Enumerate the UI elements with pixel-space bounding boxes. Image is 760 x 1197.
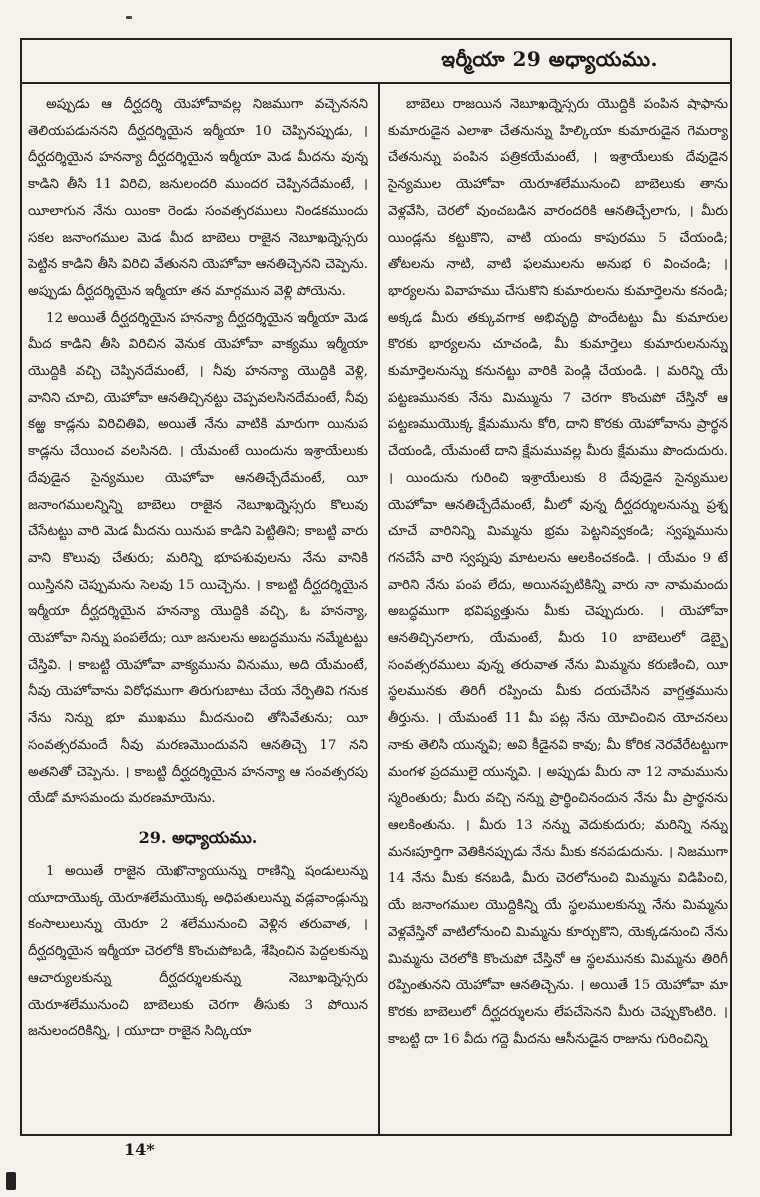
print-speck: [126, 16, 132, 19]
right-column: [388, 92, 728, 1128]
left-column: [28, 92, 368, 1128]
paragraph: 12 అయితే దీర్ఘదర్శియైన హనన్యా దీర్ఘదర్శియైన ఇర్మీయా మెడ మీద కాడిని తీసి విరిచిన వెనుక యెహోవా వాక్యము ఇర్మీయా యొద్దికి వచ్చి చెప్పినదేమంటే, । నీవు హనన్యా యొద్దికి వెళ్లి, వానిని చూచి, యెహోవా ఆనతిచ్చినట్టు చెప్పవలసినదేమంటే, నీవు కఱ్ఱ కాడ్లను విరిచితివి, అయితే నేను వాటికి మారుగా యినుప కాడ్లను చేయించ వలసినది. । యేమంటే యిందును ఇశ్రాయేలుకు దేవుడైన సైన్యముల యెహోవా ఆనతిచ్చేదేమంటే, యీ జనాంగములన్నిన్ని బాబెలు రాజైన నెబూఖద్నెస్సరు కొలువు చేసేటట్టు వారి మెడ మీదను యినుప కాడిని పెట్టితిని; కాబట్టి వారు వాని కొలువు చేతురు; మరిన్ని భూపశువులను నేను వానికి యిస్తినని చెప్పుమను సెలవు 15 యిచ్చెను. । కాబట్టి దీర్ఘదర్శియైన ఇర్మీయా దీర్ఘదర్శియైన హనన్యా యొద్దికి వచ్చి, ఓ హనన్యా, యెహోవా నిన్ను పంపలేదు; యీ జనులను అబద్ధమును నమ్మేటట్టు చేస్తివి. । కాబట్టి యెహోవా వాక్యమును వినుము, అది యేమంటే, నీవు యెహోవాను విరోధముగా తిరుగుబాటు చేయ నేర్పితివి గనుక నేను నిన్ను భూ ముఖము మీదనుంచి తోసివేతును; యీ సంవత్సరమందే నీవు మరణమొందువని ఆనతిచ్చె 17 నని అతనితో చెప్పెను. । కాబట్టి దీర్ఘదర్శియైన హనన్యా ఆ సంవత్సరపు యేడో మాసమందు మరణమాయెను.: [28, 310, 368, 807]
chapter-heading: 29. అధ్యాయము.: [138, 827, 258, 847]
corner-ink-mark: [6, 1172, 16, 1190]
signature-mark: 14*: [124, 1140, 155, 1159]
column-divider: [378, 84, 380, 1134]
page-frame: [20, 38, 732, 1136]
paragraph: అప్పుడు ఆ దీర్ఘదర్శి యెహోవావల్ల నిజముగా వచ్చెననని తెలియపడుననని దీర్ఘదర్శియైన ఇర్మీయా 10 చెప్పినప్పుడు, । దీర్ఘదర్శియైన హనన్యా దీర్ఘదర్శియైన ఇర్మీయా మెడ మీదను వున్న కాడిని తీసి 11 విరిచి, జనులందరి ముందర చెప్పినదేమంటే, । యీలాగున నేను యింకా రెండు సంవత్సరములు నిండకముందు సకల జనాంగముల మెడ మీద బాబెలు రాజైన నెబూఖద్నెస్సరు పెట్టిన కాడిని తీసి విరిచి వేతునని యెహోవా ఆనతిచ్చెనని చెప్పెను. అప్పుడు దీర్ఘదర్శియైన ఇర్మీయా తన మార్గమున వెళ్లి పోయెను.: [28, 97, 368, 299]
page-title: ఇర్మీయా 29 అధ్యాయము.: [441, 46, 658, 71]
paragraph: 1 అయితే రాజైన యెఖొన్యాయున్ను రాణిన్ని షండులున్ను యూదాయొక్క యెరూశలేమయొక్క అధిపతులున్ను వడ్లవాండ్లున్ను కంసాలులున్ను యెరూ 2 శలేమునుంచి వెళ్లిన తరువాత, । దీర్ఘదర్శియైన ఇర్మీయా చెరలోకి కొంచుపోబడి, శేషించిన పెద్దలకున్ను ఆచార్యులకున్ను దీర్ఘదర్శులకున్ను నెబూఖద్నెస్సరు యెరూశలేమునుంచి బాబెలుకు చెరగా తీసుకు 3 పోయిన జనులందరికిన్ని, । యూదా రాజైన సిద్కియా: [28, 863, 368, 1040]
paragraph: బాబెలు రాజయిన నెబూఖద్నెస్సరు యొద్దికి పంపిన షాఫాను కుమారుడైన ఎలాశా చేతనున్ను హిల్కియా కుమారుడైన గెమర్యా చేతనున్ను పంపిన పత్రికయేమంటే, । ఇశ్రాయేలుకు దేవుడైన సైన్యముల యెహోవా యెరూశలేమునుంచి బాబెలుకు తాను వెళ్లవేసి, చెరలో వుంచబడిన వారందరికి ఆనతిచ్చేలాగు, । మీరు యిండ్లను కట్టుకొని, వాటి యందు కాపురము 5 చేయండి; తోటలను నాటి, వాటి ఫలములను అనుభ 6 వించండి; । భార్యలను వివాహము చేసుకొని కుమారులను కుమార్తెలను కనండి; అక్కడ మీరు తక్కువగాక అభివృద్ధి పొందేటట్టు మీ కుమారుల కొరకు భార్యలను చూచండి, మీ కుమార్తెలు కుమారులనున్ను కుమార్తెలనున్ను కనునట్టు వారికి పెండ్లి చేయండి. । మరిన్ని యే పట్టణమునకు నేను మిమ్మును 7 చెరగా కొంచుపో చేస్తినో ఆ పట్టణముయొక్క క్షేమమును కోరి, దాని కొరకు యెహోవాను ప్రార్థన చేయండి, యేమంటే దాని క్షేమమువల్ల మీరు క్షేమము పొందుదురు. । యిందును గురించి ఇశ్రాయేలుకు 8 దేవుడైన సైన్యముల యెహోవా ఆనతిచ్చేదేమంటే, మీలో వున్న దీర్ఘదర్శులనున్ను ప్రశ్న చూచే వారినిన్ని మిమ్మను భ్రమ పెట్టనివ్వకండి; స్వప్నమును గనచేసే వారి స్వప్నపు మాటలను ఆలకించకండి. । యేమం 9 టే వారిని నేను పంప లేదు, అయినప్పటికిన్ని వారు నా నామమందు అబద్ధముగా భవిష్యత్తును మీకు చెప్పుదురు. । యెహోవా ఆనతిచ్చినలాగు, యేమంటే, మీరు 10 బాబెలులో డెబ్బై సంవత్సరములు వున్న తరువాత నేను మిమ్మను కరుణించి, యీ స్థలమునకు తిరిగీ రప్పించు మీకు దయచేసిన వాగ్దత్తమును తీర్తును. । యేమంటే 11 మీ పట్ల నేను యోచించిన యోచనలు నాకు తెలిసి యున్నవి; అవి కీడైనవి కావు; మీ కోరిక నెరవేరేటట్టుగా మంగళ ప్రదములై యున్నవి. । అప్పుడు మీరు నా 12 నామమును స్మరింతురు; మీరు వచ్చి నన్ను ప్రార్థించినందున నేను మీ ప్రార్థనను ఆలకింతును. । మీరు 13 నన్ను వెదుకుదురు; మరిన్ని నన్ను మనఃపూర్తిగా వెతికినప్పుడు నేను మీకు కనపడుదును. । నిజముగా 14 నేను మీకు కనబడి, మీరు చెరలోనుంచి మిమ్మను విడిపించి, యే జనాంగముల యొద్దికిన్ని యే స్థలములకున్ను నేను మిమ్మను వెళ్లవేస్తినో వాటిలోనుంచి మిమ్మను కూర్చుకొని, యెక్కడనుంచి నేను మిమ్మను చెరలోకి కొంచుపో చేస్తినో ఆ స్థలమునకు మిమ్మను తిరిగీ రప్పింతునని యెహోవా ఆనతిచ్చెను. । అయితే 15 యెహోవా మా కొరకు బాబెలులో దీర్ఘదర్శులను లేపచేసెనని మీరు చెప్పుకొంటిరి. । కాబట్టి దా 16 వీదు గద్దె మీదను ఆసీనుడైన రాజును గురించిన్ని: [388, 97, 728, 1047]
running-header: [22, 40, 730, 84]
